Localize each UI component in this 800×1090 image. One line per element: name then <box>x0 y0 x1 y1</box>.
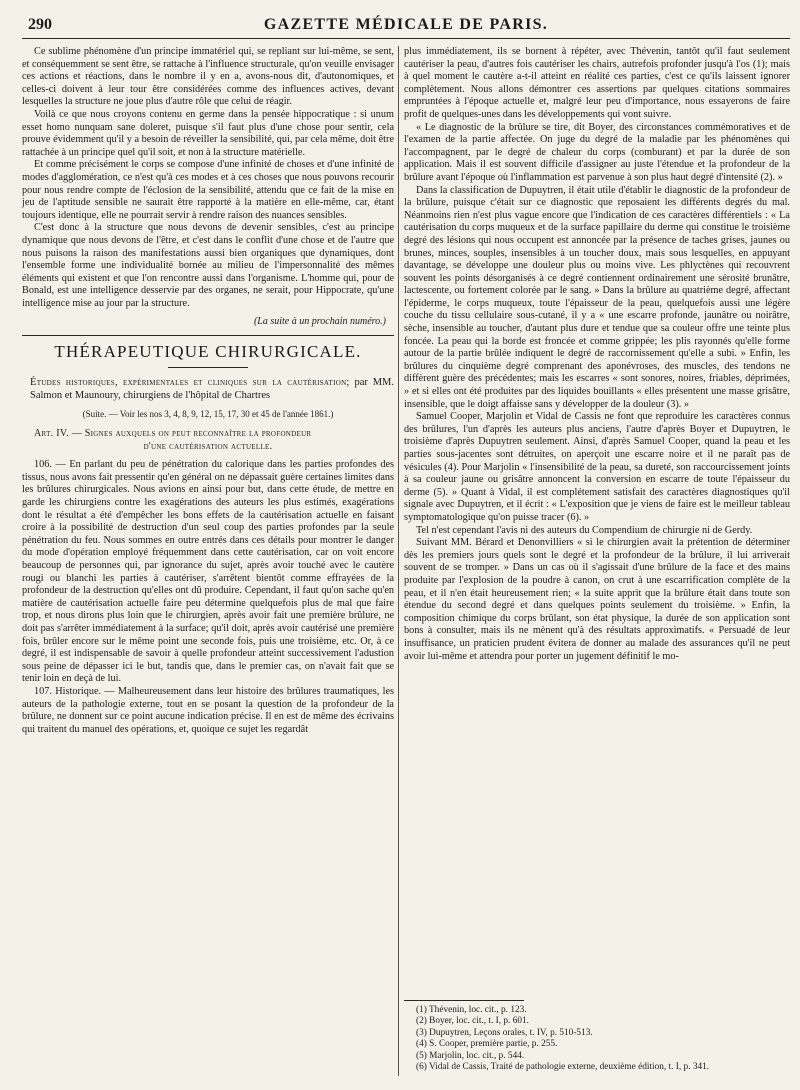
series-reference: (Suite. — Voir les nos 3, 4, 8, 9, 12, 15, 17, 30 et 45 de l'année 1861.) <box>82 408 334 419</box>
footnote: (6) Vidal de Cassis, Traité de pathologie externe, deuxième édition, t. I, p. 341. <box>416 1062 710 1073</box>
paragraph: Suivant MM. Bérard et Denonvilliers « si le chirurgien avait la prétention de déterminer dès les premiers jours quels sont le degré et la profondeur de la brûlure, il lui arriverait souvent de se tromper. » Dans un cas où il s'agissait d'une brûlure de la face et des mains produite par l'explosion de la poudre à canon, on crut à une escarrification complète de la peau, et il n'en était heureusement rien; « la suite apprit que la brûlure était dans toute son étendue du second degré et dans quelques points seulement du troisième. » Enfin, la composition chimique du corps brûlant, son état physique, la durée de son application sont bons à consulter, mais ils ne mènent qu'à des résultats approximatifs. « Persuadé de leur insuffisance, un praticien prudent évitera de donner au malade des assurances qu'il ne peut avoir lui-même et attendra pour porter un jugement définitif le mo- <box>404 537 790 662</box>
footnote: (2) Boyer, loc. cit., t. I, p. 601. <box>416 1016 529 1027</box>
page-header <box>22 10 790 39</box>
continuation-note: (La suite à un prochain numéro.) <box>253 316 386 328</box>
article-heading-sub: d'une cautérisation actuelle. <box>143 440 273 452</box>
article-heading <box>22 428 394 453</box>
section-title: THÉRAPEUTIQUE CHIRURGICALE. <box>54 342 362 362</box>
page-number: 290 <box>28 16 52 33</box>
paragraph-107: 107. Historique. — Malheureusement dans leur histoire des brûlures traumatiques, les auteurs de la pathologie externe, tout en se posant la question de la profondeur de la brûlure, ne donnent sur ce point aucune indication précise. Il en est de même des écrivains qui traitent du manuel des opérations, et, quoique ce sujet les regardât <box>22 685 394 735</box>
paragraph: Voilà ce que nous croyons contenu en germe dans la pensée hippocratique : si unum esset homo nunquam sane doleret, puisque s'il faut plus d'une chose pour sentir, cela prouve évidemment qu'il y a besoin de réveiller la sensibilité, qui, par cela même, doit être rattachée à un principe quel qu'il soit, et non à la structure matérielle. <box>22 108 394 158</box>
paragraph: Dans la classification de Dupuytren, il était utile d'établir le diagnostic de la profondeur de la brûlure, puisque c'était sur ce diagnostic que reposaient les différents degrés du mal. Néanmoins rien n'est plus vague encore que l'indication de ces caractères différentiels : « La cautérisation du corps muqueux et de la surface papillaire du derme qui constitue le troisième degré des lésions qui nous occupent est annoncée par la présence de taches grises, jaunes ou brunes, minces, souples, insensibles à un toucher doux, mais sous lesquelles, en appuyant davantage, se développe une douleur plus ou moins vive. Les phlyctènes qui recouvrent souvent les points désorganisés à ce degré contiennent ordinairement une sérosité brunâtre, lactescente, ou fortement colorée par le sang. » Dans la brûlure au quatrième degré, affectant l'épiderme, le corps muqueux, toute l'épaisseur de la peau, quelquefois aussi une légère couche du tissu cellulaire sous-cutané, il y a « une escarre profonde, jaunâtre ou noirâtre, sèche, insensible au toucher, d'autant plus dure et tendue que sa couleur offre une teinte plus foncée. La peau qui la borde est froncée et comme grippée; les plis rayonnés qu'elle forme autour de la partie brûlée indiquent le degré de raccornissement qu'elle a subi. » Enfin, les brûlures du cinquième degré comprenant des aponévroses, des muscles, des tendons ne diffèrent guère des précédentes; mais les escarres « sont sonores, noires, friables, déprimées, » et si elles ont été produites par des liquides bouillants « elles présentent une masse grisâtre, insensible, que le doigt affaisse sans y développer de la douleur (3). » <box>404 184 790 410</box>
paragraph: Ce sublime phénomène d'un principe immatériel qui, se repliant sur lui-même, se sent, et conséquemment se sent être, se rattache à l'influence structurale, qu'on veuille envisager ces actions et réactions, dans le nombre il y en a, avons-nous dit, d'autonomiques, et celles-ci doivent à leur tour être considérées comme des influences actives, devant lesquelles la structure ne joue plus d'autre rôle que celui de réagir. <box>22 46 394 108</box>
article-title <box>22 376 394 402</box>
paragraph: Et comme précisément le corps se compose d'une infinité de choses et d'une infinité de modes d'agglomération, ce n'est qu'à ces modes et à ces choses que nous pouvons recourir pour nous rendre compte de l'éclosion de la sensibilité, attendu que ce fait de la mise en jeu de l'aptitude sensible ne saurait être rapporté à la matière en elle-même, car, étant toujours identique, elle ne pourrait servir à rendre raison des nuances sensibles. <box>22 159 394 221</box>
paragraph-106: 106. — En parlant du peu de pénétration du calorique dans les parties profondes des tissus, nous avons fait pressentir qu'en général on ne dépassait guère certaines limites dans les brûlures chirurgicales. Nous avions en ainsi pour but, dans cette étude, de mettre en garde les chirurgiens contre les exagérations des auteurs les plus estimés, exagérations dont le résultat a été d'empêcher les bons effets de la cautérisation actuelle en faisant croire à la possibilité de destruction d'un seul coup des parties profondes par la seule pénétration du feu. Nous sommes en outre entrés dans ces détails pour montrer le danger du mode d'opération employé fréquemment dans cette cautérisation, car on voit encore beaucoup de personnes qui, par ignorance du sujet, après avoir touché avec le cautère rougi ou blanchi les parties à cautériser, s'arrêtent bientôt comme effrayées de la profondeur de la destruction qu'elles ont dû produire. Cependant, il faut qu'on sache qu'en matière de cautérisation actuelle faire peu détermine quelquefois plus de mal que faire trop, et nous dirons plus loin que le chirurgien, après avoir fait une première brûlure, ne doit pas s'arrêter immédiatement à la surface; qu'il doit, après avoir cautérisé une première fois, brûler encore sur le même point une seconde fois, puis une troisième, etc. Or, à ce degré, il est indispensable de savoir à quelle profondeur atteint successivement l'adustion sous peine de dépasser ici le but, tandis que, dans le premier cas, on n'avait fait que se tenir loin en deçà de lui. <box>22 459 394 685</box>
column-divider <box>398 46 399 1076</box>
footnote-rule <box>404 1000 524 1001</box>
section-divider <box>22 335 394 336</box>
article-heading-main: Art. IV. — Signes auxquels on peut reconnaître la profondeur <box>34 428 312 440</box>
footnotes <box>404 1000 790 1073</box>
article-title-authors: par MM. Salmon et Maunoury, chirurgiens de l'hôpital de Chartres <box>30 376 395 401</box>
paragraph: C'est donc à la structure que nous devons de devenir sensibles, c'est au principe dynamique que nous devons de l'être, et c'est dans le conflit d'une chose et de l'autre que nous puisons la raison des manifestations aussi bien organiques que dynamiques, dont l'ensemble forme une individualité bornée au milieu de l'impersonnalité des mêmes éléments qui existent et que l'on rencontre aussi dans l'organisme. L'homme qui, pour de Bonald, est une intelligence desservie par des organes, ne serait, pour Hippocrate, qu'une intelligence mise au jour par la structure. <box>22 222 394 309</box>
title-underline <box>168 367 248 368</box>
paragraph: Samuel Cooper, Marjolin et Vidal de Cassis ne font que reproduire les caractères connus des brûlures, l'un d'après les auteurs plus anciens, l'autre d'après Boyer et Dupuytren, le troisième d'après Dupuytren seulement. Ainsi, d'après Samuel Cooper, quand la peau et les parties sous-jacentes sont détruites, on aperçoit une escarre noire et il ne paraît pas de vésicules (4). Pour Marjolin « l'insensibilité de la peau, sa dureté, son raccourcissement joints à sa couleur jaune ou grisâtre annoncent la conversion en escarre de toute l'épaisseur du derme (5). » Quant à Vidal, il est complétement satisfait des caractères diagnostiques qu'il signale avec Dupuytren, et il écrit : « L'exposition que je viens de faire est le meilleur tableau symptomatologique qu'on puisse tracer (6). » <box>404 411 790 523</box>
paragraph: plus immédiatement, ils se bornent à répéter, avec Thévenin, tantôt qu'il faut seulement cautériser la peau, d'autres fois cautériser les chairs, autrefois profonder jusqu'à l'os (1); mais à quel moment le cautère a-t-il atteint en réalité ces parties, c'est ce qu'ils laissent ignorer complètement. Nous allons démontrer ces assertions par quelques citations sommaires empruntées à l'époque actuelle et, malgré leur peu d'importance, nous essayerons de faire profit de quelques-unes dans les développements qui vont suivre. <box>404 46 790 120</box>
footnote: (5) Marjolin, loc. cit., p. 544. <box>416 1050 525 1061</box>
right-column <box>404 46 790 663</box>
paragraph: Tel n'est cependant l'avis ni des auteurs du Compendium de chirurgie ni de Gerdy. <box>416 524 753 536</box>
left-column <box>22 46 394 736</box>
article-title-caps: Études historiques, expérimentales et cliniques sur la cautérisation; <box>30 376 350 388</box>
journal-title: GAZETTE MÉDICALE DE PARIS. <box>263 16 549 33</box>
paragraph: « Le diagnostic de la brûlure se tire, dit Boyer, des circonstances commémoratives et de l'examen de la partie affectée. On juge du degré de la maladie par les phénomènes qui l'accompagnent, par le degré de chaleur du corps (comburant) et par la durée de son application. Mais il est souvent difficile d'assigner au juste l'étendue et la profondeur de la brûlure avant l'époque où l'inflammation est parvenue à son plus haut degré d'intensité (2). » <box>404 121 790 183</box>
footnote: (1) Thévenin, loc. cit., p. 123. <box>416 1005 527 1015</box>
footnote: (4) S. Cooper, première partie, p. 255. <box>416 1039 558 1050</box>
footnote: (3) Dupuytren, Leçons orales, t. IV, p. 510-513. <box>416 1027 593 1038</box>
